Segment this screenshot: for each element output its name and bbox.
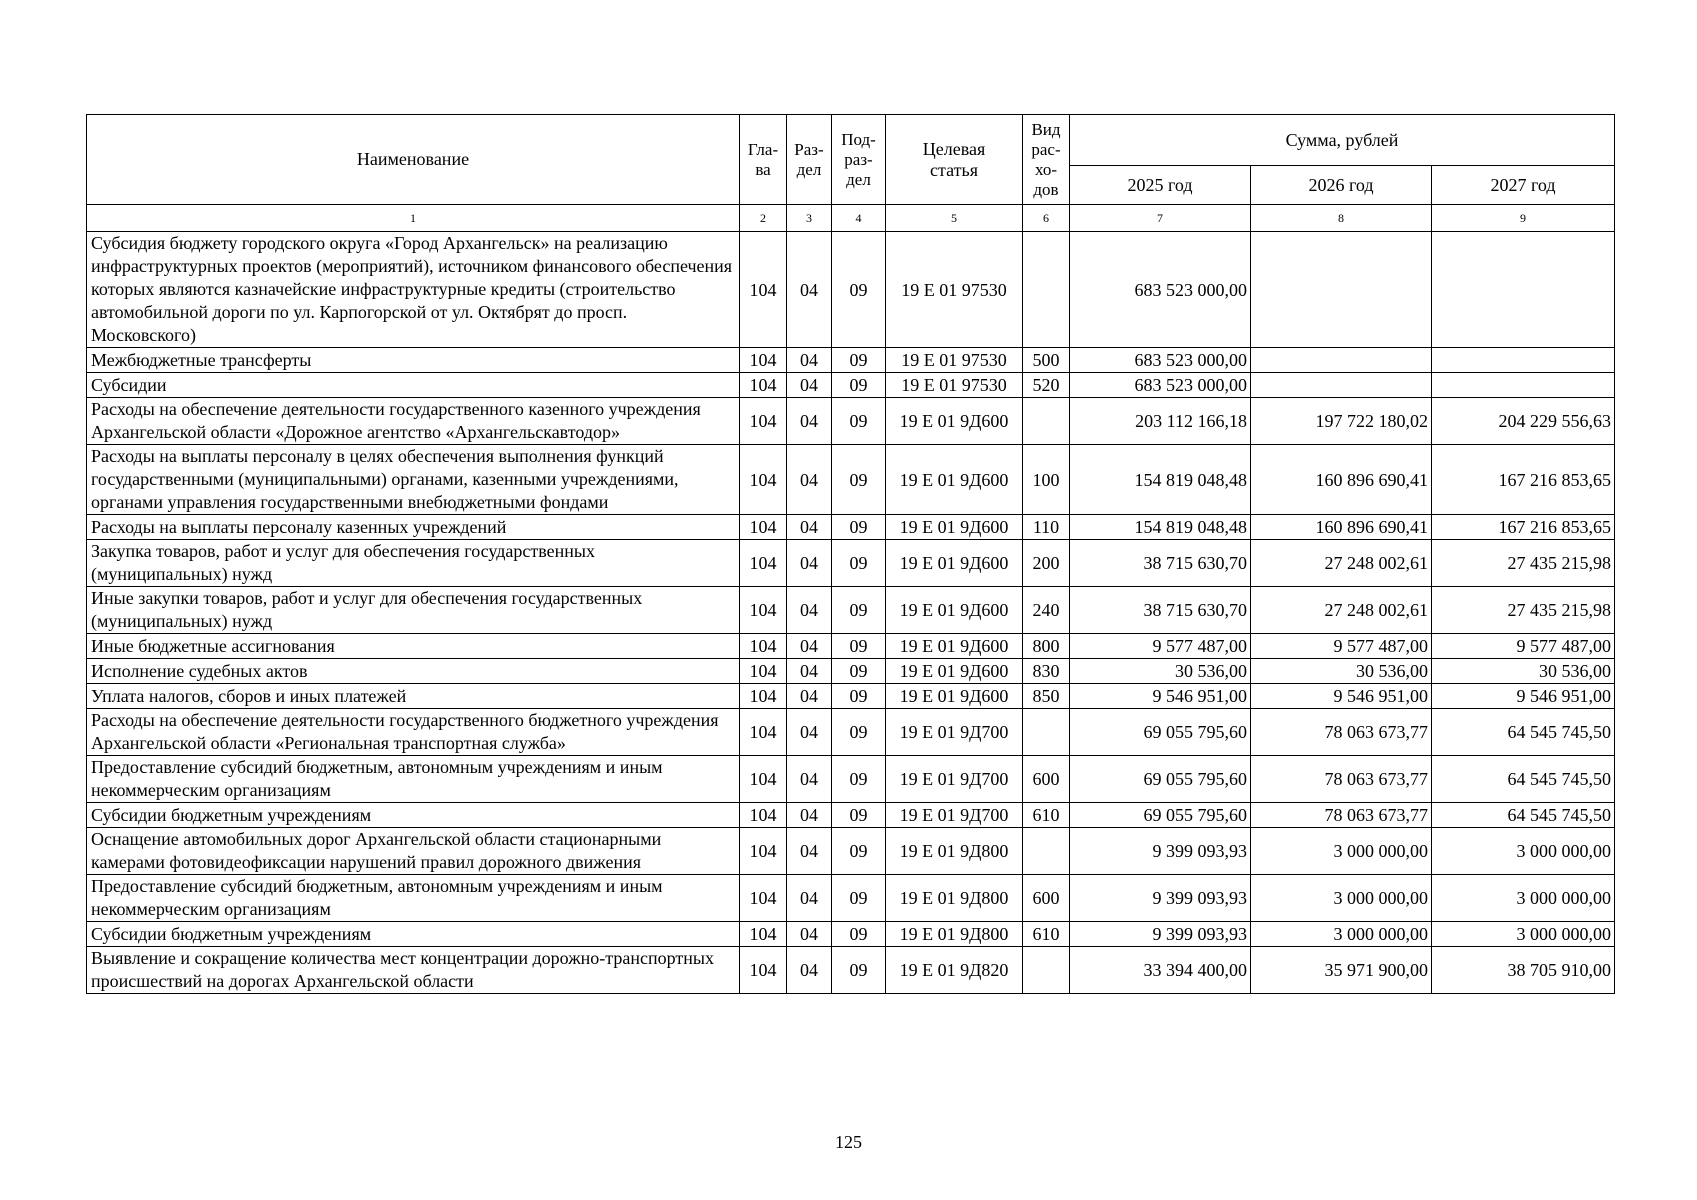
row-subsection: 09 xyxy=(832,756,886,803)
column-number: 1 xyxy=(87,205,740,232)
row-target: 19 Е 01 9Д600 xyxy=(886,515,1023,540)
budget-table xyxy=(86,114,1615,994)
row-type: 600 xyxy=(1023,875,1070,922)
table-row xyxy=(87,587,1615,634)
row-amount-2025: 9 399 093,93 xyxy=(1070,875,1251,922)
row-subsection: 09 xyxy=(832,398,886,445)
row-amount-2026 xyxy=(1251,348,1432,373)
row-name: Расходы на выплаты персоналу казенных учреждений xyxy=(87,515,740,540)
row-section: 04 xyxy=(787,348,832,373)
row-section: 04 xyxy=(787,587,832,634)
row-target: 19 Е 01 9Д600 xyxy=(886,540,1023,587)
row-amount-2026: 78 063 673,77 xyxy=(1251,803,1432,828)
row-type xyxy=(1023,947,1070,994)
row-amount-2027: 38 705 910,00 xyxy=(1432,947,1615,994)
row-amount-2027: 3 000 000,00 xyxy=(1432,922,1615,947)
row-name: Расходы на обеспечение деятельности государственного казенного учреждения Архангельской области «Дорожное агентство «Архангельскавтодор» xyxy=(87,398,740,445)
row-amount-2025: 9 577 487,00 xyxy=(1070,634,1251,659)
table-row xyxy=(87,709,1615,756)
row-target: 19 Е 01 9Д600 xyxy=(886,634,1023,659)
header-sum: Сумма, рублей xyxy=(1070,115,1615,166)
row-amount-2026: 197 722 180,02 xyxy=(1251,398,1432,445)
row-chapter: 104 xyxy=(740,373,787,398)
row-amount-2025: 683 523 000,00 xyxy=(1070,232,1251,348)
row-amount-2027: 167 216 853,65 xyxy=(1432,515,1615,540)
column-number: 5 xyxy=(886,205,1023,232)
row-subsection: 09 xyxy=(832,875,886,922)
row-amount-2025: 9 399 093,93 xyxy=(1070,828,1251,875)
row-section: 04 xyxy=(787,875,832,922)
table-row xyxy=(87,540,1615,587)
row-amount-2027 xyxy=(1432,348,1615,373)
row-name: Межбюджетные трансферты xyxy=(87,348,740,373)
row-type: 800 xyxy=(1023,634,1070,659)
table-row xyxy=(87,348,1615,373)
row-subsection: 09 xyxy=(832,540,886,587)
row-subsection: 09 xyxy=(832,587,886,634)
column-number: 2 xyxy=(740,205,787,232)
header-name: Наименование xyxy=(87,115,740,205)
row-amount-2025: 9 399 093,93 xyxy=(1070,922,1251,947)
table-row xyxy=(87,803,1615,828)
table-row xyxy=(87,659,1615,684)
header-subsection: Под- раз- дел xyxy=(832,115,886,205)
row-target: 19 Е 01 9Д600 xyxy=(886,445,1023,515)
row-section: 04 xyxy=(787,922,832,947)
row-section: 04 xyxy=(787,445,832,515)
table-row xyxy=(87,875,1615,922)
row-chapter: 104 xyxy=(740,587,787,634)
row-name: Субсидии xyxy=(87,373,740,398)
header-year-2026: 2026 год xyxy=(1251,166,1432,205)
row-amount-2026: 78 063 673,77 xyxy=(1251,756,1432,803)
column-number: 3 xyxy=(787,205,832,232)
row-chapter: 104 xyxy=(740,540,787,587)
row-name: Оснащение автомобильных дорог Архангельской области стационарными камерами фотовидеофиксации нарушений правил дорожного движения xyxy=(87,828,740,875)
row-amount-2025: 683 523 000,00 xyxy=(1070,373,1251,398)
row-target: 19 Е 01 9Д700 xyxy=(886,756,1023,803)
row-amount-2027: 27 435 215,98 xyxy=(1432,540,1615,587)
row-chapter: 104 xyxy=(740,828,787,875)
row-amount-2027: 30 536,00 xyxy=(1432,659,1615,684)
row-amount-2027: 64 545 745,50 xyxy=(1432,709,1615,756)
row-name: Иные бюджетные ассигнования xyxy=(87,634,740,659)
row-subsection: 09 xyxy=(832,232,886,348)
row-amount-2026: 30 536,00 xyxy=(1251,659,1432,684)
row-amount-2027 xyxy=(1432,373,1615,398)
row-type: 240 xyxy=(1023,587,1070,634)
row-section: 04 xyxy=(787,659,832,684)
row-section: 04 xyxy=(787,756,832,803)
table-row xyxy=(87,232,1615,348)
row-amount-2025: 69 055 795,60 xyxy=(1070,709,1251,756)
row-target: 19 Е 01 9Д700 xyxy=(886,709,1023,756)
row-name: Предоставление субсидий бюджетным, автономным учреждениям и иным некоммерческим организациям xyxy=(87,756,740,803)
row-target: 19 Е 01 97530 xyxy=(886,348,1023,373)
table-row xyxy=(87,515,1615,540)
row-subsection: 09 xyxy=(832,709,886,756)
row-type: 110 xyxy=(1023,515,1070,540)
row-target: 19 Е 01 9Д600 xyxy=(886,398,1023,445)
row-subsection: 09 xyxy=(832,659,886,684)
row-amount-2027: 3 000 000,00 xyxy=(1432,875,1615,922)
row-target: 19 Е 01 9Д820 xyxy=(886,947,1023,994)
row-name: Выявление и сокращение количества мест концентрации дорожно-транспортных происшествий на дорогах Архангельской области xyxy=(87,947,740,994)
row-amount-2027: 3 000 000,00 xyxy=(1432,828,1615,875)
row-amount-2027: 9 546 951,00 xyxy=(1432,684,1615,709)
row-amount-2025: 38 715 630,70 xyxy=(1070,587,1251,634)
row-amount-2026 xyxy=(1251,373,1432,398)
row-section: 04 xyxy=(787,540,832,587)
row-type xyxy=(1023,398,1070,445)
row-amount-2025: 30 536,00 xyxy=(1070,659,1251,684)
row-section: 04 xyxy=(787,709,832,756)
row-name: Предоставление субсидий бюджетным, автономным учреждениям и иным некоммерческим организациям xyxy=(87,875,740,922)
header-chapter: Гла- ва xyxy=(740,115,787,205)
column-number: 7 xyxy=(1070,205,1251,232)
row-name: Расходы на выплаты персоналу в целях обеспечения выполнения функций государственными (муниципальными) органами, казенными учреждениями, органами управления государственными внебюджетными фондами xyxy=(87,445,740,515)
table-row xyxy=(87,756,1615,803)
row-chapter: 104 xyxy=(740,756,787,803)
row-type: 200 xyxy=(1023,540,1070,587)
row-amount-2025: 9 546 951,00 xyxy=(1070,684,1251,709)
row-chapter: 104 xyxy=(740,348,787,373)
row-section: 04 xyxy=(787,828,832,875)
row-chapter: 104 xyxy=(740,803,787,828)
row-chapter: 104 xyxy=(740,634,787,659)
row-chapter: 104 xyxy=(740,684,787,709)
row-amount-2027: 64 545 745,50 xyxy=(1432,803,1615,828)
row-amount-2026: 3 000 000,00 xyxy=(1251,828,1432,875)
row-type xyxy=(1023,232,1070,348)
row-subsection: 09 xyxy=(832,803,886,828)
row-target: 19 Е 01 9Д600 xyxy=(886,587,1023,634)
row-chapter: 104 xyxy=(740,232,787,348)
header-year-2025: 2025 год xyxy=(1070,166,1251,205)
table-row xyxy=(87,373,1615,398)
row-name: Расходы на обеспечение деятельности государственного бюджетного учреждения Архангельской области «Региональная транспортная служба» xyxy=(87,709,740,756)
column-number: 8 xyxy=(1251,205,1432,232)
header-type: Вид рас- хо- дов xyxy=(1023,115,1070,205)
row-amount-2026: 27 248 002,61 xyxy=(1251,587,1432,634)
row-type xyxy=(1023,709,1070,756)
row-section: 04 xyxy=(787,232,832,348)
row-amount-2026: 9 546 951,00 xyxy=(1251,684,1432,709)
row-amount-2026: 160 896 690,41 xyxy=(1251,445,1432,515)
header-target: Целевая статья xyxy=(886,115,1023,205)
row-target: 19 Е 01 9Д600 xyxy=(886,684,1023,709)
row-amount-2026: 9 577 487,00 xyxy=(1251,634,1432,659)
row-amount-2027: 64 545 745,50 xyxy=(1432,756,1615,803)
row-chapter: 104 xyxy=(740,659,787,684)
header-year-2027: 2027 год xyxy=(1432,166,1615,205)
table-row xyxy=(87,684,1615,709)
row-amount-2025: 683 523 000,00 xyxy=(1070,348,1251,373)
row-subsection: 09 xyxy=(832,348,886,373)
row-target: 19 Е 01 97530 xyxy=(886,373,1023,398)
table-row xyxy=(87,828,1615,875)
row-amount-2027 xyxy=(1432,232,1615,348)
row-target: 19 Е 01 9Д800 xyxy=(886,828,1023,875)
row-type: 610 xyxy=(1023,922,1070,947)
row-amount-2027: 167 216 853,65 xyxy=(1432,445,1615,515)
column-number-row xyxy=(87,205,1615,232)
row-type: 500 xyxy=(1023,348,1070,373)
row-target: 19 Е 01 9Д800 xyxy=(886,875,1023,922)
row-section: 04 xyxy=(787,634,832,659)
row-amount-2026: 78 063 673,77 xyxy=(1251,709,1432,756)
row-subsection: 09 xyxy=(832,634,886,659)
row-amount-2026: 27 248 002,61 xyxy=(1251,540,1432,587)
row-subsection: 09 xyxy=(832,373,886,398)
row-amount-2026 xyxy=(1251,232,1432,348)
row-chapter: 104 xyxy=(740,398,787,445)
row-chapter: 104 xyxy=(740,445,787,515)
row-amount-2026: 3 000 000,00 xyxy=(1251,922,1432,947)
table-body xyxy=(87,232,1615,994)
row-amount-2027: 27 435 215,98 xyxy=(1432,587,1615,634)
row-amount-2027: 204 229 556,63 xyxy=(1432,398,1615,445)
row-type: 520 xyxy=(1023,373,1070,398)
row-name: Субсидии бюджетным учреждениям xyxy=(87,803,740,828)
row-chapter: 104 xyxy=(740,947,787,994)
row-section: 04 xyxy=(787,947,832,994)
row-type: 610 xyxy=(1023,803,1070,828)
row-name: Уплата налогов, сборов и иных платежей xyxy=(87,684,740,709)
row-amount-2026: 35 971 900,00 xyxy=(1251,947,1432,994)
row-name: Закупка товаров, работ и услуг для обеспечения государственных (муниципальных) нужд xyxy=(87,540,740,587)
row-amount-2026: 3 000 000,00 xyxy=(1251,875,1432,922)
row-amount-2025: 33 394 400,00 xyxy=(1070,947,1251,994)
page-number: 125 xyxy=(835,1132,862,1152)
row-amount-2025: 69 055 795,60 xyxy=(1070,803,1251,828)
row-name: Субсидии бюджетным учреждениям xyxy=(87,922,740,947)
row-subsection: 09 xyxy=(832,947,886,994)
column-number: 4 xyxy=(832,205,886,232)
table-row xyxy=(87,922,1615,947)
row-amount-2025: 154 819 048,48 xyxy=(1070,515,1251,540)
row-amount-2025: 38 715 630,70 xyxy=(1070,540,1251,587)
row-subsection: 09 xyxy=(832,684,886,709)
table-row xyxy=(87,947,1615,994)
row-name: Исполнение судебных актов xyxy=(87,659,740,684)
row-target: 19 Е 01 9Д800 xyxy=(886,922,1023,947)
row-name: Субсидия бюджету городского округа «Город Архангельск» на реализацию инфраструктурных проектов (мероприятий), источником финансового обеспечения которых являются казначейские инфраструктурные кредиты (строительство автомобильной дороги по ул. Карпогорской от ул. Октябрят до просп. Московского) xyxy=(87,232,740,348)
row-amount-2026: 160 896 690,41 xyxy=(1251,515,1432,540)
row-target: 19 Е 01 9Д600 xyxy=(886,659,1023,684)
row-chapter: 104 xyxy=(740,515,787,540)
row-type: 600 xyxy=(1023,756,1070,803)
row-subsection: 09 xyxy=(832,828,886,875)
row-type xyxy=(1023,828,1070,875)
column-number: 6 xyxy=(1023,205,1070,232)
row-subsection: 09 xyxy=(832,445,886,515)
row-section: 04 xyxy=(787,803,832,828)
row-section: 04 xyxy=(787,398,832,445)
row-target: 19 Е 01 9Д700 xyxy=(886,803,1023,828)
row-subsection: 09 xyxy=(832,515,886,540)
row-section: 04 xyxy=(787,373,832,398)
row-amount-2025: 203 112 166,18 xyxy=(1070,398,1251,445)
row-name: Иные закупки товаров, работ и услуг для обеспечения государственных (муниципальных) нужд xyxy=(87,587,740,634)
table-row xyxy=(87,445,1615,515)
row-amount-2027: 9 577 487,00 xyxy=(1432,634,1615,659)
row-chapter: 104 xyxy=(740,875,787,922)
row-target: 19 Е 01 97530 xyxy=(886,232,1023,348)
header-section: Раз- дел xyxy=(787,115,832,205)
table-row xyxy=(87,634,1615,659)
row-amount-2025: 69 055 795,60 xyxy=(1070,756,1251,803)
column-number: 9 xyxy=(1432,205,1615,232)
row-type: 830 xyxy=(1023,659,1070,684)
row-chapter: 104 xyxy=(740,922,787,947)
row-amount-2025: 154 819 048,48 xyxy=(1070,445,1251,515)
row-section: 04 xyxy=(787,515,832,540)
table-row xyxy=(87,398,1615,445)
row-section: 04 xyxy=(787,684,832,709)
row-type: 100 xyxy=(1023,445,1070,515)
row-chapter: 104 xyxy=(740,709,787,756)
row-subsection: 09 xyxy=(832,922,886,947)
row-type: 850 xyxy=(1023,684,1070,709)
